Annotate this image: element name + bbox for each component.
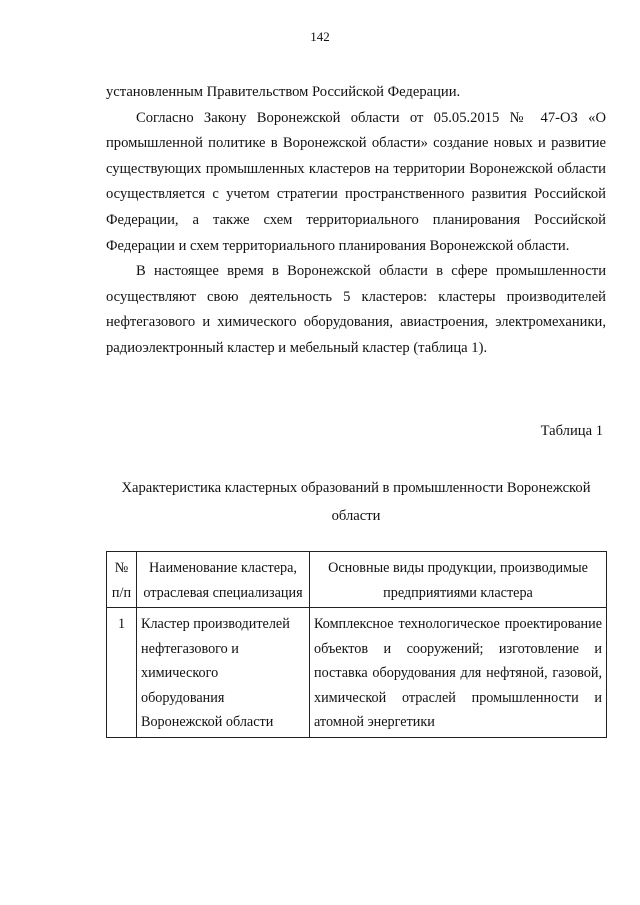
row-number: 1 — [107, 608, 137, 738]
header-number: № п/п — [107, 552, 137, 608]
body-text — [106, 80, 606, 362]
table-header-row — [107, 552, 607, 608]
page-number: 142 — [310, 29, 330, 44]
paragraph-2: Согласно Закону Воронежской области от 05.05.2015 № 47-ОЗ «О промышленной политике в Воронежской области» создание новых и развитие существующих промышленных кластеров на территории Воронежской области осуществляется с учетом стратегии пространственного развития Российской Федерации, а также схем территориального планирования Российской Федерации и схем территориального планирования Воронежской области. — [106, 109, 606, 254]
table-label: Таблица 1 — [540, 423, 603, 439]
row-cluster-name: Кластер производителей нефтегазового и химического оборудования Воронежской области — [137, 608, 310, 738]
paragraph-3: В настоящее время в Воронежской области в сфере промышленности осуществляют свою деятельность 5 кластеров: кластеры производителей нефтегазового и химического оборудования, авиастроения, электромеханики, радиоэлектронный кластер и мебельный кластер (таблица 1). — [106, 263, 606, 356]
row-products: Комплексное технологическое проектирование объектов и сооружений; изготовление и поставка оборудования для нефтяной, газовой, химической отраслей промышленности и атомной энергетики — [310, 608, 607, 738]
paragraph-1: установленным Правительством Российской Федерации. — [106, 84, 461, 100]
table-row — [107, 608, 607, 738]
header-products: Основные виды продукции, производимые предприятиями кластера — [310, 552, 607, 608]
clusters-table — [106, 551, 607, 738]
header-cluster-name: Наименование кластера, отраслевая специализация — [137, 552, 310, 608]
table-caption: Характеристика кластерных образований в промышленности Воронежской области — [121, 480, 591, 524]
